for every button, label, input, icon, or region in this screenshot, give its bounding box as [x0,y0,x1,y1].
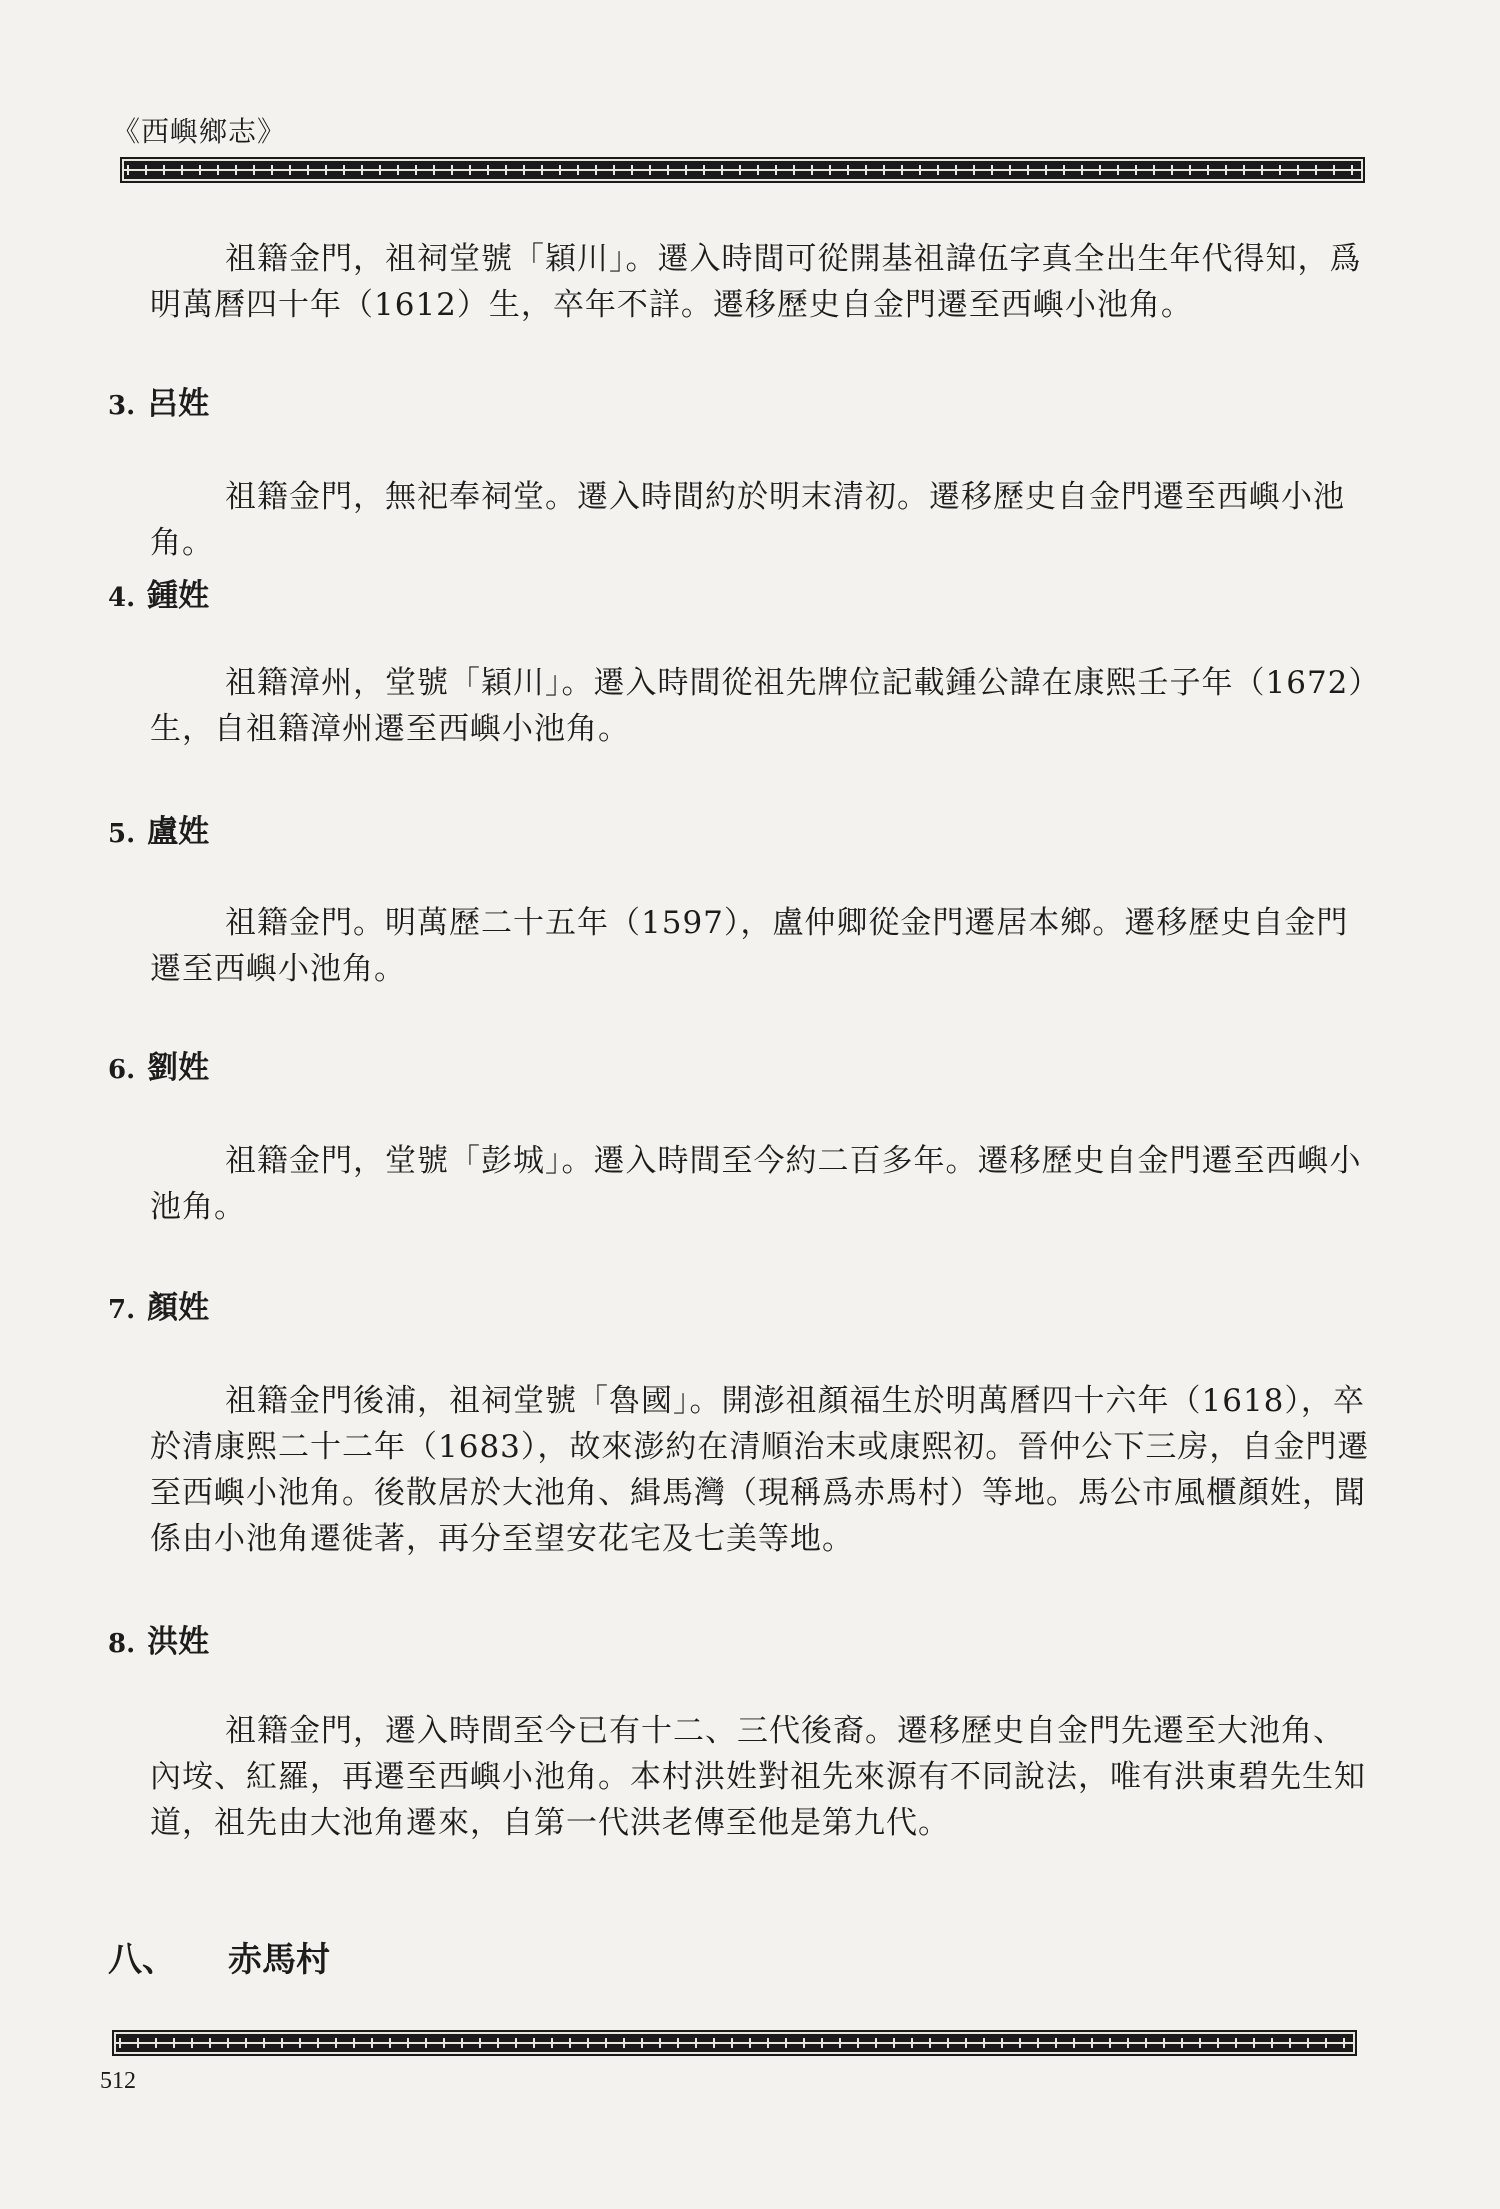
section-surname: 呂姓 [147,386,210,422]
section-surname: 盧姓 [147,814,210,850]
section-surname: 劉姓 [147,1050,210,1086]
section-number: 5. [108,819,136,849]
section-number: 4. [108,583,136,613]
section-heading-6 [108,1042,209,1087]
intro-paragraph: 祖籍金門，祖祠堂號「穎川」。遷入時間可從開基祖諱伍字真全出生年代得知，爲明萬曆四十年（1612）生，卒年不詳。遷移歷史自金門遷至西嶼小池角。 [150,241,1362,323]
section-heading-4 [108,570,209,615]
section-paragraph-7: 祖籍金門後浦，祖祠堂號「魯國」。開澎祖顏福生於明萬曆四十六年（1618），卒於清康熙二十二年（1683），故來澎約在清順治末或康熙初。晉仲公下三房，自金門遷至西嶼小池角。後散居於大池角、緝馬灣（現稱爲赤馬村）等地。馬公市風櫃顏姓，聞係由小池角遷徙著，再分至望安花宅及七美等地。 [150,1383,1370,1557]
page-number: 512 [100,2068,136,2094]
section-surname: 顏姓 [147,1290,210,1326]
chapter-number: 八、 [108,1940,176,1980]
section-paragraph-8: 祖籍金門，遷入時間至今已有十二、三代後裔。遷移歷史自金門先遷至大池角、內垵、紅羅，再遷至西嶼小池角。本村洪姓對祖先來源有不同說法，唯有洪東碧先生知道，祖先由大池角遷來，自第一代洪老傳至他是第九代。 [150,1713,1366,1841]
section-number: 7. [108,1295,136,1325]
section-paragraph-5: 祖籍金門。明萬歷二十五年（1597），盧仲卿從金門遷居本鄉。遷移歷史自金門遷至西嶼小池角。 [150,905,1349,987]
section-surname: 洪姓 [147,1624,210,1660]
section-number: 8. [108,1629,136,1659]
section-paragraph-4: 祖籍漳州，堂號「穎川」。遷入時間從祖先牌位記載鍾公諱在康熙壬子年（1672）生，自祖籍漳州遷至西嶼小池角。 [150,665,1365,747]
section-number: 6. [108,1055,136,1085]
section-paragraph-6: 祖籍金門，堂號「彭城」。遷入時間至今約二百多年。遷移歷史自金門遷至西嶼小池角。 [150,1143,1362,1225]
page-header-title: 《西嶼鄉志》 [112,115,287,148]
decorative-border-bottom [112,2030,1357,2056]
section-heading-5 [108,806,209,851]
chapter-title: 赤馬村 [228,1940,330,1980]
decorative-border-top [120,157,1365,183]
section-number: 3. [108,391,136,421]
section-heading-3 [108,378,209,423]
section-heading-8 [108,1616,209,1661]
section-heading-7 [108,1282,209,1327]
chapter-heading [108,1932,330,1981]
section-paragraph-3: 祖籍金門，無祀奉祠堂。遷入時間約於明末清初。遷移歷史自金門遷至西嶼小池角。 [150,479,1345,561]
section-surname: 鍾姓 [147,578,210,614]
